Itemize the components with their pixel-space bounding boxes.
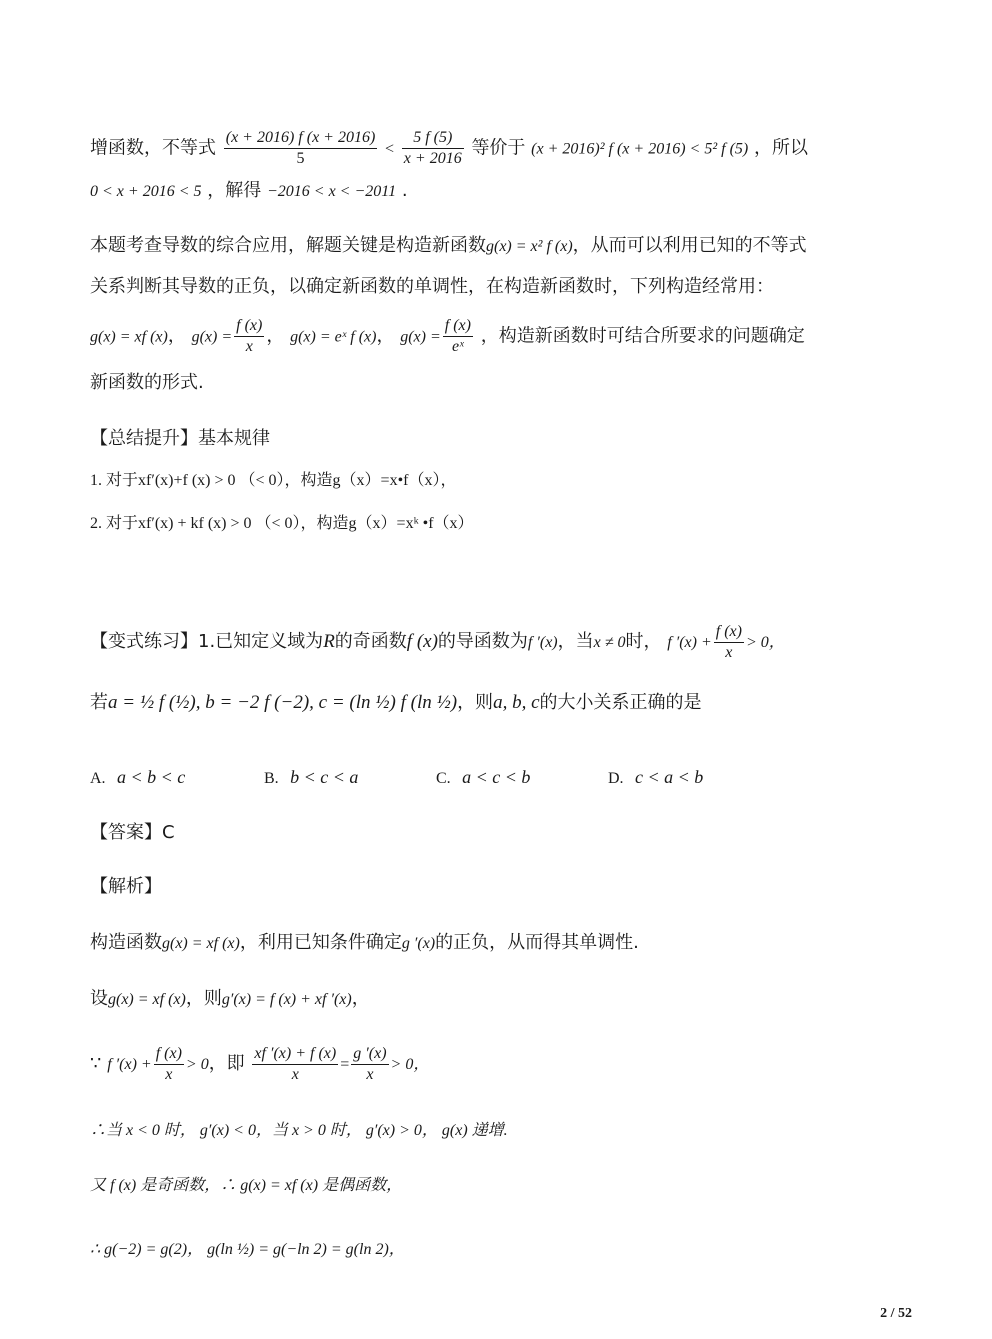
- analysis-step-4: [90, 1117, 932, 1144]
- text-segment: 【总结提升】基本规律: [90, 428, 270, 449]
- fraction-2: [402, 128, 464, 169]
- math-expression: a = ½ f (½), b = −2 f (−2), c = (ln ½) f (ln ½): [108, 692, 458, 713]
- text-segment: 本题考查导数的综合应用，解题关键是构造新函数: [90, 235, 486, 256]
- fraction-denominator: eˣ: [452, 338, 464, 355]
- text-segment: ，构造新函数时可结合所要求的问题确定: [480, 325, 805, 347]
- math-expression: > 0: [185, 1056, 209, 1073]
- math-expression: 0 < x + 2016 < 5: [90, 183, 202, 200]
- text-segment: 若: [90, 692, 108, 713]
- option-expression: a < c < b: [462, 767, 531, 787]
- fraction-numerator: f (x): [443, 316, 473, 337]
- answer-text: 【答案】C: [90, 822, 175, 843]
- math-expression: g(x) =: [400, 328, 441, 346]
- fraction-fx-over-x: [714, 622, 744, 663]
- page-number: 2 / 52: [880, 1306, 912, 1321]
- fraction-denominator: x: [245, 338, 253, 355]
- fraction-numerator: f (x): [714, 622, 744, 643]
- analysis-heading: [90, 874, 932, 900]
- math-expression: (x + 2016)² f (x + 2016) < 5² f (5): [531, 140, 749, 158]
- text-segment: ∵: [90, 1053, 102, 1074]
- analysis-step-5: [90, 1172, 932, 1199]
- text-segment: ，: [351, 988, 370, 1009]
- answer: [90, 820, 932, 846]
- line-inequality-equivalence: [90, 128, 932, 169]
- fraction-derivative-sum: [252, 1044, 338, 1085]
- math-expression: f ′(x): [527, 634, 558, 651]
- math-symbol: R: [323, 631, 335, 652]
- math-expression: g(x) = xf (x): [90, 328, 168, 346]
- text-segment: ，解得: [207, 180, 262, 201]
- analysis-step-2: [90, 986, 932, 1013]
- option-d[interactable]: [608, 764, 703, 792]
- fraction-numerator: f (x): [154, 1044, 184, 1065]
- text-segment: ，则: [457, 692, 494, 713]
- math-expression: > 0，: [390, 1056, 430, 1073]
- fraction-denominator: x: [366, 1065, 374, 1083]
- separator: ，: [376, 325, 395, 347]
- math-expression: f (x): [406, 631, 438, 652]
- fraction-numerator: f (x): [234, 316, 264, 337]
- text-segment: ，则: [185, 988, 222, 1009]
- math-expression: f ′(x) +: [667, 634, 712, 651]
- math-expression: g′(x) = f (x) + xf ′(x): [221, 991, 352, 1008]
- summary-heading: [90, 426, 932, 452]
- fraction-numerator: xf ′(x) + f (x): [252, 1044, 338, 1065]
- summary-rule-1: [90, 467, 932, 494]
- fraction-fx-over-x: [234, 316, 264, 357]
- text-segment: 【解析】: [90, 876, 162, 897]
- fraction-numerator: g ′(x): [351, 1044, 388, 1065]
- text-segment: ，从而可以利用已知的不等式: [572, 235, 807, 256]
- fraction-fx-over-x: [154, 1044, 184, 1085]
- option-b[interactable]: [264, 764, 358, 792]
- exercise-line-1: [90, 620, 932, 665]
- math-expression: g ′(x): [401, 935, 436, 952]
- math-expression: f ′(x) +: [107, 1056, 152, 1073]
- option-expression: a < b < c: [117, 767, 186, 787]
- math-expression: g(x) =: [191, 328, 233, 346]
- summary-rule-2: [90, 510, 932, 537]
- fraction-fx-over-ex: [443, 316, 473, 357]
- text-segment: 【变式练习】1.已知定义域为: [90, 631, 324, 652]
- analysis-step-6: [90, 1236, 932, 1263]
- fraction-denominator: x: [725, 643, 733, 661]
- fraction-denominator: 5: [296, 150, 305, 167]
- text-segment: 设: [90, 988, 108, 1009]
- text-segment: 1. 对于xf′(x)+f (x) > 0 （< 0），构造g（x）=x•f（x），: [90, 472, 457, 489]
- para-commentary-line-2: [90, 274, 932, 300]
- text-segment: 的大小关系正确的是: [539, 692, 702, 713]
- exercise-line-2: [90, 690, 932, 716]
- math-expression: g(x) = eˣ f (x): [290, 328, 377, 346]
- text-segment: .: [401, 180, 408, 201]
- text-segment: 又 f (x) 是奇函数，∴ g(x) = xf (x) 是偶函数，: [90, 1177, 403, 1194]
- para-commentary-line-4: [90, 370, 932, 396]
- fraction-denominator: x: [291, 1065, 299, 1083]
- text-segment: 构造函数: [90, 932, 162, 953]
- fraction-gprime-over-x: [351, 1044, 388, 1085]
- fraction-numerator: 5 f (5): [402, 128, 464, 149]
- option-label: A.: [90, 770, 106, 787]
- text-segment: ∴当 x < 0 时， g′(x) < 0，当 x > 0 时， g′(x) > 0， g(x) 递增.: [90, 1122, 508, 1139]
- math-expression: g(x) = xf (x): [108, 991, 186, 1008]
- text-segment: 时，: [625, 631, 662, 652]
- text-segment: 的导函数为: [437, 631, 528, 652]
- para-commentary-line-1: [90, 233, 932, 260]
- text-segment: ，所以: [753, 137, 808, 159]
- math-expression: > 0，: [745, 634, 785, 651]
- fraction-denominator: x + 2016: [403, 150, 462, 167]
- equals: =: [340, 1056, 350, 1073]
- fraction-denominator: x: [165, 1065, 173, 1083]
- text-segment: 新函数的形式.: [90, 372, 204, 393]
- options-row: [90, 764, 932, 792]
- math-expression: g(x) = xf (x): [162, 935, 240, 952]
- text-segment: ∴ g(−2) = g(2)， g(ln ½) = g(−ln 2) = g(ln 2)，: [90, 1241, 405, 1258]
- text-segment: ，即: [208, 1053, 245, 1074]
- option-expression: c < a < b: [635, 767, 704, 787]
- text-segment: 2. 对于xf′(x) + kf (x) > 0 （< 0），构造g（x）=xᵏ •f（x）: [90, 515, 474, 532]
- option-label: C.: [436, 770, 451, 787]
- line-solution-range: [90, 178, 932, 205]
- math-expression: a, b, c: [493, 692, 540, 713]
- option-label: D.: [608, 770, 624, 787]
- text-segment: 的奇函数: [334, 631, 407, 652]
- text-segment: 增函数，不等式: [90, 137, 216, 159]
- analysis-step-3: [90, 1042, 932, 1087]
- option-expression: b < c < a: [290, 767, 359, 787]
- text-segment: 等价于: [471, 137, 526, 159]
- less-than: <: [385, 140, 395, 158]
- option-a[interactable]: [90, 764, 185, 792]
- text-segment: ，当: [557, 631, 594, 652]
- option-label: B.: [264, 770, 279, 787]
- math-expression: x ≠ 0: [593, 634, 626, 651]
- para-constructions: [90, 316, 932, 358]
- text-segment: 关系判断其导数的正负，以确定新函数的单调性，在构造新函数时，下列构造经常用：: [90, 276, 774, 297]
- fraction-1: [224, 128, 378, 169]
- separator: ，: [167, 325, 186, 347]
- separator: ，: [266, 325, 285, 347]
- option-c[interactable]: [436, 764, 530, 792]
- text-segment: ，利用已知条件确定: [239, 932, 402, 953]
- text-segment: 的正负，从而得其单调性.: [435, 932, 639, 953]
- analysis-step-1: [90, 930, 932, 957]
- fraction-numerator: (x + 2016) f (x + 2016): [224, 128, 378, 149]
- math-expression: −2016 < x < −2011: [266, 183, 397, 200]
- math-expression: g(x) = x² f (x): [486, 238, 573, 255]
